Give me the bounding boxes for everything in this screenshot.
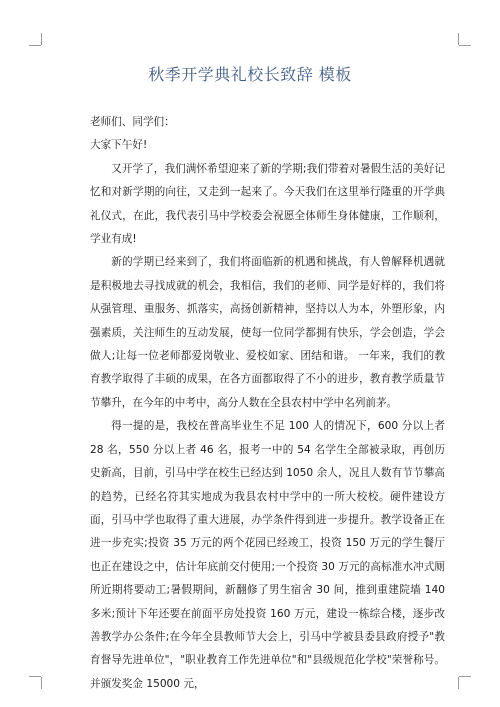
paragraph-1: 又开学了，我们满怀希望迎来了新的学期;我们带着对暑假生活的美好记忆和对新学期的向往，又走到一起来了。今天我们在这里举行隆重的开学典礼仪式，在此，我代表引马中学校委会祝愿全体师生身体健康，工作顺利，学业有成!: [90, 162, 445, 246]
greeting: 大家下午好!: [90, 139, 148, 152]
crop-mark-bottom-right-v: [458, 677, 459, 689]
paragraph-2: 新的学期已经来到了，我们将面临新的机遇和挑战，有人曾解释机遇就是积极地去寻找成就的机会，我相信，我们的老师、同学是好样的，我们将从强管理、重服务、抓落实，高扬创新精神，坚持以人为本，外塑形象，内强素质，关注师生的互动发展，使每一位同学都拥有快乐，学会创造，学会做人;让每一位老师都爱岗敬业、爱校如家、团结和谐。 一年来，我们的教育教学取得了丰硕的成果，在各方面都取得了不小的进步，教育教学质量节节攀升，在今年的中考中，高分人数在全县农村中学中名列前茅。: [90, 256, 445, 409]
crop-mark-top-right-h: [459, 45, 471, 46]
document-title: 秋季开学典礼校长致辞 模板: [148, 65, 352, 84]
paragraph-3: 得一提的是，我校在普高毕业生不足 100 人的情况下，600 分以上者 28 名，550 分以上者 46 名，报考一中的 54 名学生全部被录取，再创历史新高，目前，引马中学在校生已经达到 1050 余人，况且人数有节节攀高的趋势，已经名符其实地成为我县农村中学中的一所大校校。硬件建设方面，引马中学也取得了重大进展，办学条件得到进一步提升。教学设备正在进一步充实;投资 35 万元的两个花园已经竣工，投资 150 万元的学生餐厅也正在建设之中，估计年底前交付使用;一个投资 30 万元的高标准水冲式厕所近期将要动工;暑假期间，新翻修了男生宿舍 30 间，推到重建院墙 140 多米;预计下年还要在前面平房处投资 160 万元，建设一栋综合楼，逐步改善教学办公条件;在今年全县教师节大会上，引马中学被县委县政府授予"教育督导先进单位"，"职业教育工作先进单位"和"县级规范化学校"荣誉称号。并颁发奖金 15000 元，: [90, 420, 445, 690]
crop-mark-bottom-right-h: [459, 676, 471, 677]
document-body: [90, 111, 445, 696]
salutation: 老师们、同学们：: [90, 116, 175, 128]
crop-mark-bottom-left-h: [29, 676, 41, 677]
crop-mark-top-right-v: [458, 33, 459, 45]
crop-mark-bottom-left-v: [41, 677, 42, 689]
crop-mark-top-left-v: [41, 33, 42, 45]
crop-mark-top-left-h: [29, 45, 41, 46]
